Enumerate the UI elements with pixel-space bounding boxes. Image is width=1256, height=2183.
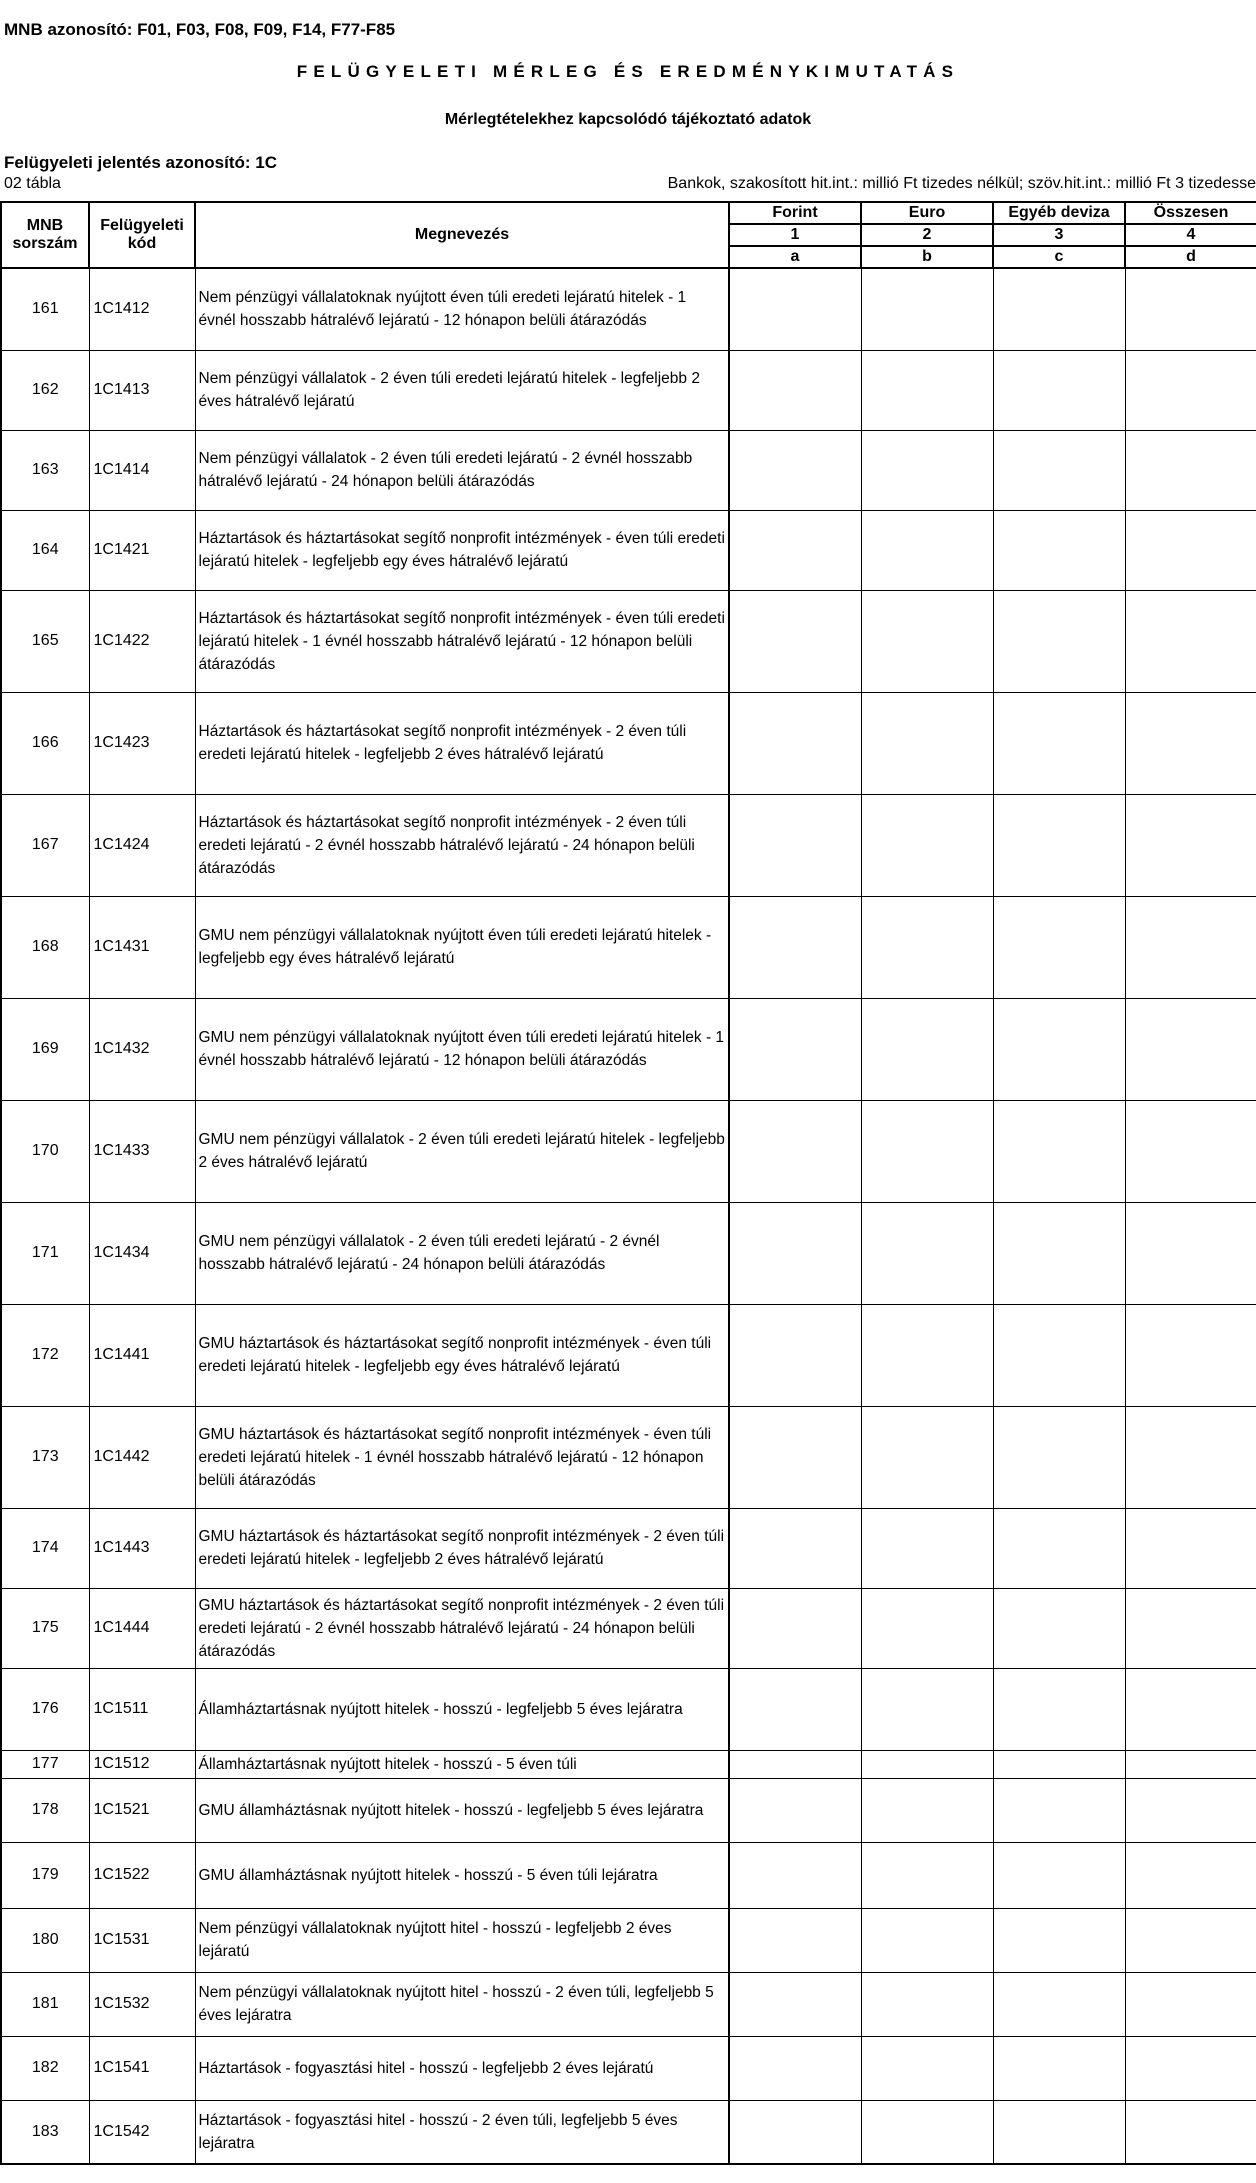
table-row bbox=[1, 350, 1256, 430]
row-number: 175 bbox=[1, 1588, 89, 1668]
row-number: 181 bbox=[1, 1972, 89, 2036]
value-cell-egyeb-deviza bbox=[993, 1750, 1125, 1778]
value-cell-euro bbox=[861, 510, 993, 590]
header-osszesen: Összesen bbox=[1125, 202, 1256, 224]
table-row bbox=[1, 1588, 1256, 1668]
value-cell-forint bbox=[729, 350, 861, 430]
row-code: 1C1431 bbox=[89, 896, 195, 998]
report-table bbox=[0, 201, 1256, 2165]
value-cell-egyeb-deviza bbox=[993, 1406, 1125, 1508]
value-cell-egyeb-deviza bbox=[993, 1588, 1125, 1668]
table-row bbox=[1, 1202, 1256, 1304]
row-code: 1C1442 bbox=[89, 1406, 195, 1508]
value-cell-forint bbox=[729, 1668, 861, 1750]
value-cell-egyeb-deviza bbox=[993, 794, 1125, 896]
table-row bbox=[1, 2036, 1256, 2100]
value-cell-osszesen bbox=[1125, 1842, 1256, 1908]
row-code: 1C1434 bbox=[89, 1202, 195, 1304]
value-cell-osszesen bbox=[1125, 2100, 1256, 2164]
row-code: 1C1432 bbox=[89, 998, 195, 1100]
row-number: 177 bbox=[1, 1750, 89, 1778]
row-code: 1C1433 bbox=[89, 1100, 195, 1202]
row-code: 1C1511 bbox=[89, 1668, 195, 1750]
value-cell-euro bbox=[861, 896, 993, 998]
header-col-number: 3 bbox=[993, 224, 1125, 246]
row-number: 169 bbox=[1, 998, 89, 1100]
value-cell-euro bbox=[861, 692, 993, 794]
header-egyeb-deviza: Egyéb deviza bbox=[993, 202, 1125, 224]
value-cell-osszesen bbox=[1125, 430, 1256, 510]
mnb-identifier: MNB azonosító: F01, F03, F08, F09, F14, F77-F85 bbox=[4, 20, 396, 39]
value-cell-forint bbox=[729, 998, 861, 1100]
value-cell-forint bbox=[729, 1750, 861, 1778]
header-col-number: 1 bbox=[729, 224, 861, 246]
value-cell-forint bbox=[729, 268, 861, 350]
value-cell-egyeb-deviza bbox=[993, 1202, 1125, 1304]
value-cell-osszesen bbox=[1125, 510, 1256, 590]
row-number: 179 bbox=[1, 1842, 89, 1908]
row-number: 172 bbox=[1, 1304, 89, 1406]
row-description: GMU háztartások és háztartásokat segítő nonprofit intézmények - 2 éven túli eredeti lejáratú hitelek - legfeljebb 2 éves hátralévő lejáratú bbox=[195, 1508, 729, 1588]
value-cell-osszesen bbox=[1125, 1100, 1256, 1202]
row-code: 1C1532 bbox=[89, 1972, 195, 2036]
row-description: Háztartások és háztartásokat segítő nonprofit intézmények - 2 éven túli eredeti lejáratú - 2 évnél hosszabb hátralévő lejáratú - 24 hónapon belüli átárazódás bbox=[195, 794, 729, 896]
row-description: GMU háztartások és háztartásokat segítő nonprofit intézmények - éven túli eredeti lejáratú hitelek - 1 évnél hosszabb hátralévő lejáratú - 12 hónapon belüli átárazódás bbox=[195, 1406, 729, 1508]
row-description: GMU nem pénzügyi vállalatoknak nyújtott éven túli eredeti lejáratú hitelek - legfeljebb egy éves hátralévő lejáratú bbox=[195, 896, 729, 998]
table-row bbox=[1, 998, 1256, 1100]
value-cell-forint bbox=[729, 692, 861, 794]
row-description: Államháztartásnak nyújtott hitelek - hosszú - 5 éven túli bbox=[195, 1750, 729, 1778]
value-cell-forint bbox=[729, 1972, 861, 2036]
header-col-letter: a bbox=[729, 246, 861, 268]
value-cell-osszesen bbox=[1125, 1908, 1256, 1972]
value-cell-euro bbox=[861, 1202, 993, 1304]
row-number: 171 bbox=[1, 1202, 89, 1304]
row-code: 1C1441 bbox=[89, 1304, 195, 1406]
table-row bbox=[1, 692, 1256, 794]
value-cell-euro bbox=[861, 1668, 993, 1750]
value-cell-forint bbox=[729, 1842, 861, 1908]
row-description: GMU államháztásnak nyújtott hitelek - hosszú - legfeljebb 5 éves lejáratra bbox=[195, 1778, 729, 1842]
value-cell-euro bbox=[861, 1588, 993, 1668]
row-code: 1C1512 bbox=[89, 1750, 195, 1778]
table-number: 02 tábla bbox=[4, 175, 61, 192]
row-description: Háztartások - fogyasztási hitel - hosszú - 2 éven túli, legfeljebb 5 éves lejáratra bbox=[195, 2100, 729, 2164]
table-row bbox=[1, 510, 1256, 590]
value-cell-osszesen bbox=[1125, 1304, 1256, 1406]
value-cell-forint bbox=[729, 1406, 861, 1508]
row-number: 167 bbox=[1, 794, 89, 896]
table-row bbox=[1, 268, 1256, 350]
table-row bbox=[1, 430, 1256, 510]
value-cell-euro bbox=[861, 1508, 993, 1588]
row-number: 178 bbox=[1, 1778, 89, 1842]
header-col-number: 4 bbox=[1125, 224, 1256, 246]
table-body bbox=[1, 268, 1256, 2164]
value-cell-egyeb-deviza bbox=[993, 350, 1125, 430]
row-description: Nem pénzügyi vállalatoknak nyújtott éven túli eredeti lejáratú hitelek - 1 évnél hosszabb hátralévő lejáratú - 12 hónapon belüli átárazódás bbox=[195, 268, 729, 350]
value-cell-forint bbox=[729, 794, 861, 896]
row-description: GMU nem pénzügyi vállalatoknak nyújtott éven túli eredeti lejáratú hitelek - 1 évnél hosszabb hátralévő lejáratú - 12 hónapon belüli átárazódás bbox=[195, 998, 729, 1100]
header-col-letter: b bbox=[861, 246, 993, 268]
row-number: 166 bbox=[1, 692, 89, 794]
value-cell-egyeb-deviza bbox=[993, 1668, 1125, 1750]
row-number: 162 bbox=[1, 350, 89, 430]
row-code: 1C1412 bbox=[89, 268, 195, 350]
table-row bbox=[1, 1100, 1256, 1202]
header-forint: Forint bbox=[729, 202, 861, 224]
table-row bbox=[1, 1908, 1256, 1972]
row-number: 180 bbox=[1, 1908, 89, 1972]
row-description: Nem pénzügyi vállalatok - 2 éven túli eredeti lejáratú hitelek - legfeljebb 2 éves hátralévő lejáratú bbox=[195, 350, 729, 430]
row-number: 163 bbox=[1, 430, 89, 510]
value-cell-euro bbox=[861, 998, 993, 1100]
row-description: Háztartások és háztartásokat segítő nonprofit intézmények - éven túli eredeti lejáratú hitelek - legfeljebb egy éves hátralévő lejáratú bbox=[195, 510, 729, 590]
row-description: Államháztartásnak nyújtott hitelek - hosszú - legfeljebb 5 éves lejáratra bbox=[195, 1668, 729, 1750]
row-description: GMU nem pénzügyi vállalatok - 2 éven túli eredeti lejáratú - 2 évnél hosszabb hátralévő lejáratú - 24 hónapon belüli átárazódás bbox=[195, 1202, 729, 1304]
value-cell-euro bbox=[861, 1406, 993, 1508]
header-euro: Euro bbox=[861, 202, 993, 224]
value-cell-egyeb-deviza bbox=[993, 998, 1125, 1100]
row-description: Nem pénzügyi vállalatoknak nyújtott hitel - hosszú - legfeljebb 2 éves lejáratú bbox=[195, 1908, 729, 1972]
row-code: 1C1443 bbox=[89, 1508, 195, 1588]
value-cell-egyeb-deviza bbox=[993, 2036, 1125, 2100]
row-number: 173 bbox=[1, 1406, 89, 1508]
table-row bbox=[1, 1778, 1256, 1842]
row-number: 165 bbox=[1, 590, 89, 692]
row-code: 1C1422 bbox=[89, 590, 195, 692]
value-cell-osszesen bbox=[1125, 998, 1256, 1100]
report-identifier: Felügyeleti jelentés azonosító: 1C bbox=[4, 153, 278, 172]
header-col-letter: c bbox=[993, 246, 1125, 268]
row-number: 176 bbox=[1, 1668, 89, 1750]
value-cell-osszesen bbox=[1125, 1668, 1256, 1750]
value-cell-egyeb-deviza bbox=[993, 510, 1125, 590]
value-cell-osszesen bbox=[1125, 1750, 1256, 1778]
value-cell-egyeb-deviza bbox=[993, 1972, 1125, 2036]
table-row bbox=[1, 2100, 1256, 2164]
value-cell-egyeb-deviza bbox=[993, 896, 1125, 998]
value-cell-forint bbox=[729, 1908, 861, 1972]
units-note: Bankok, szakosított hit.int.: millió Ft tizedes nélkül; szöv.hit.int.: millió Ft 3 tizedesse bbox=[667, 175, 1256, 192]
value-cell-egyeb-deviza bbox=[993, 268, 1125, 350]
row-code: 1C1424 bbox=[89, 794, 195, 896]
row-description: Háztartások - fogyasztási hitel - hosszú - legfeljebb 2 éves lejáratú bbox=[195, 2036, 729, 2100]
value-cell-euro bbox=[861, 1304, 993, 1406]
row-description: Háztartások és háztartásokat segítő nonprofit intézmények - éven túli eredeti lejáratú hitelek - 1 évnél hosszabb hátralévő lejáratú - 12 hónapon belüli átárazódás bbox=[195, 590, 729, 692]
value-cell-osszesen bbox=[1125, 1202, 1256, 1304]
table-row bbox=[1, 1406, 1256, 1508]
value-cell-euro bbox=[861, 2036, 993, 2100]
value-cell-euro bbox=[861, 590, 993, 692]
value-cell-forint bbox=[729, 1508, 861, 1588]
row-number: 164 bbox=[1, 510, 89, 590]
value-cell-forint bbox=[729, 1202, 861, 1304]
table-row bbox=[1, 1668, 1256, 1750]
row-number: 174 bbox=[1, 1508, 89, 1588]
value-cell-egyeb-deviza bbox=[993, 590, 1125, 692]
row-code: 1C1522 bbox=[89, 1842, 195, 1908]
row-description: Nem pénzügyi vállalatoknak nyújtott hitel - hosszú - 2 éven túli, legfeljebb 5 éves lejáratra bbox=[195, 1972, 729, 2036]
row-code: 1C1423 bbox=[89, 692, 195, 794]
value-cell-euro bbox=[861, 1100, 993, 1202]
value-cell-osszesen bbox=[1125, 794, 1256, 896]
value-cell-forint bbox=[729, 1778, 861, 1842]
value-cell-osszesen bbox=[1125, 2036, 1256, 2100]
value-cell-forint bbox=[729, 590, 861, 692]
value-cell-forint bbox=[729, 1588, 861, 1668]
value-cell-forint bbox=[729, 1304, 861, 1406]
value-cell-euro bbox=[861, 1908, 993, 1972]
row-description: GMU háztartások és háztartásokat segítő nonprofit intézmények - 2 éven túli eredeti lejáratú - 2 évnél hosszabb hátralévő lejáratú - 24 hónapon belüli átárazódás bbox=[195, 1588, 729, 1668]
value-cell-euro bbox=[861, 350, 993, 430]
value-cell-forint bbox=[729, 896, 861, 998]
row-number: 182 bbox=[1, 2036, 89, 2100]
value-cell-osszesen bbox=[1125, 692, 1256, 794]
value-cell-osszesen bbox=[1125, 1588, 1256, 1668]
row-number: 168 bbox=[1, 896, 89, 998]
main-title: FELÜGYELETI MÉRLEG ÉS EREDMÉNYKIMUTATÁS bbox=[296, 62, 960, 81]
row-number: 170 bbox=[1, 1100, 89, 1202]
value-cell-egyeb-deviza bbox=[993, 2100, 1125, 2164]
row-code: 1C1521 bbox=[89, 1778, 195, 1842]
subtitle: Mérlegtételekhez kapcsolódó tájékoztató adatok bbox=[444, 111, 812, 128]
value-cell-forint bbox=[729, 430, 861, 510]
table-row bbox=[1, 1972, 1256, 2036]
value-cell-forint bbox=[729, 2036, 861, 2100]
value-cell-osszesen bbox=[1125, 590, 1256, 692]
value-cell-forint bbox=[729, 2100, 861, 2164]
table-row bbox=[1, 590, 1256, 692]
value-cell-euro bbox=[861, 1972, 993, 2036]
row-code: 1C1421 bbox=[89, 510, 195, 590]
value-cell-euro bbox=[861, 268, 993, 350]
value-cell-egyeb-deviza bbox=[993, 1778, 1125, 1842]
value-cell-forint bbox=[729, 510, 861, 590]
value-cell-osszesen bbox=[1125, 350, 1256, 430]
value-cell-euro bbox=[861, 1750, 993, 1778]
table-row bbox=[1, 1304, 1256, 1406]
value-cell-forint bbox=[729, 1100, 861, 1202]
value-cell-egyeb-deviza bbox=[993, 1304, 1125, 1406]
table-row bbox=[1, 1750, 1256, 1778]
row-code: 1C1531 bbox=[89, 1908, 195, 1972]
table-row bbox=[1, 1508, 1256, 1588]
value-cell-osszesen bbox=[1125, 1972, 1256, 2036]
value-cell-egyeb-deviza bbox=[993, 1842, 1125, 1908]
header-felugyeleti-kod: Felügyeleti kód bbox=[89, 202, 195, 268]
row-code: 1C1444 bbox=[89, 1588, 195, 1668]
table-row bbox=[1, 794, 1256, 896]
row-code: 1C1413 bbox=[89, 350, 195, 430]
value-cell-egyeb-deviza bbox=[993, 1908, 1125, 1972]
row-code: 1C1542 bbox=[89, 2100, 195, 2164]
row-code: 1C1541 bbox=[89, 2036, 195, 2100]
row-number: 161 bbox=[1, 268, 89, 350]
value-cell-euro bbox=[861, 430, 993, 510]
value-cell-osszesen bbox=[1125, 1778, 1256, 1842]
header-col-letter: d bbox=[1125, 246, 1256, 268]
row-description: GMU államháztásnak nyújtott hitelek - hosszú - 5 éven túli lejáratra bbox=[195, 1842, 729, 1908]
table-row bbox=[1, 1842, 1256, 1908]
value-cell-osszesen bbox=[1125, 896, 1256, 998]
value-cell-osszesen bbox=[1125, 1508, 1256, 1588]
value-cell-osszesen bbox=[1125, 1406, 1256, 1508]
header-mnb-sorszam: MNB sorszám bbox=[1, 202, 89, 268]
value-cell-egyeb-deviza bbox=[993, 1100, 1125, 1202]
value-cell-osszesen bbox=[1125, 268, 1256, 350]
row-code: 1C1414 bbox=[89, 430, 195, 510]
value-cell-euro bbox=[861, 1842, 993, 1908]
table-header bbox=[1, 202, 1256, 268]
header-col-number: 2 bbox=[861, 224, 993, 246]
row-description: Nem pénzügyi vállalatok - 2 éven túli eredeti lejáratú - 2 évnél hosszabb hátralévő lejáratú - 24 hónapon belüli átárazódás bbox=[195, 430, 729, 510]
value-cell-egyeb-deviza bbox=[993, 692, 1125, 794]
row-description: GMU háztartások és háztartásokat segítő nonprofit intézmények - éven túli eredeti lejáratú hitelek - legfeljebb egy éves hátralévő lejáratú bbox=[195, 1304, 729, 1406]
value-cell-euro bbox=[861, 2100, 993, 2164]
row-description: Háztartások és háztartásokat segítő nonprofit intézmények - 2 éven túli eredeti lejáratú hitelek - legfeljebb 2 éves hátralévő lejáratú bbox=[195, 692, 729, 794]
table-row bbox=[1, 896, 1256, 998]
value-cell-egyeb-deviza bbox=[993, 430, 1125, 510]
value-cell-egyeb-deviza bbox=[993, 1508, 1125, 1588]
row-number: 183 bbox=[1, 2100, 89, 2164]
row-description: GMU nem pénzügyi vállalatok - 2 éven túli eredeti lejáratú hitelek - legfeljebb 2 éves hátralévő lejáratú bbox=[195, 1100, 729, 1202]
value-cell-euro bbox=[861, 794, 993, 896]
value-cell-euro bbox=[861, 1778, 993, 1842]
header-megnevezes: Megnevezés bbox=[195, 202, 729, 268]
